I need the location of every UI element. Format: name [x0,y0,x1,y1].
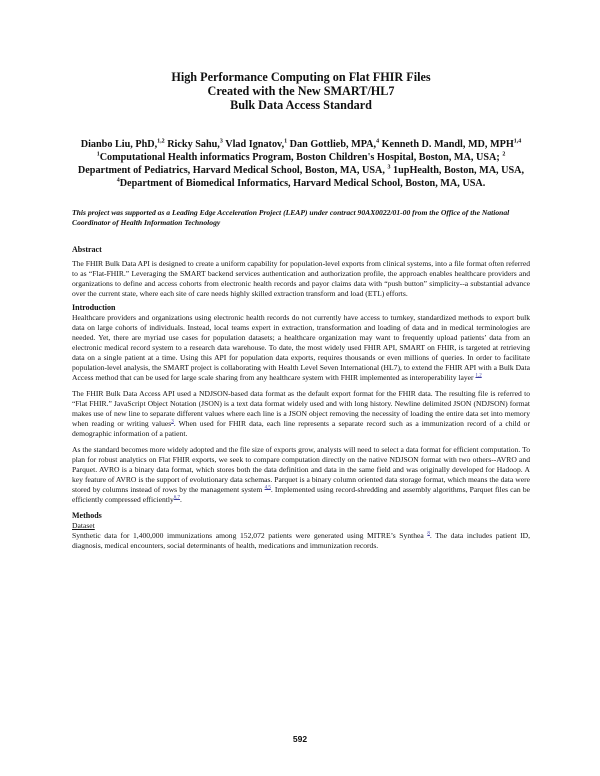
title-line-2: Created with the New SMART/HL7 [207,84,395,98]
citation-link[interactable]: 3 [171,419,174,425]
affiliations [72,151,530,190]
abstract-heading: Abstract [72,245,102,254]
methods-heading: Methods [72,511,102,520]
citation-link[interactable]: 1,2 [475,373,482,379]
affil-sup: 4 [116,177,120,184]
author-name: Ricky Sahu, [167,139,220,150]
introduction-heading: Introduction [72,303,116,312]
intro-paragraph-3: As the standard becomes more widely adopted and the file size of exports grow, analysts will need to select a data format for efficient computation. To plan for robust analytics on Flat FHIR exports, we seek to compare computation directly on the native NDJSON format with two others--AVRO and Parquet. AVRO is a binary data format, which stores both the data definition and data in the same field and was originally developed for Hadoop. A key feature of AVRO is the support of evolutionary data schemas. Parquet is a binary column oriented data storage format, which means the data were stored by columns instead of rows by the management system $^{4,5}$. Implemented using record-shredding and assembly algorithms, Parquet files can be efficiently compressed efficiently$^{6,7}$. [72,445,530,504]
intro-paragraph-2: The FHIR Bulk Data Access API used a NDJSON-based data format as the default export format for the FHIR data. The resulting file is referred to “Flat FHIR.” JavaScript Object Notation (JSON) is a text data format widely used and with long history. Newline delimited JSON (NDJSON) format makes use of new line to separate different values where each line is a JSON object removing the necessity of loading the entire data set into memory when reading or writing values$^3$. When used for FHIR data, each line represents a separate record such as a immunization record of a child or demographic information of a patient. [72,389,530,438]
author-name: Dianbo Liu, PhD, [80,139,158,150]
affil-text: 1upHealth, Boston, MA, USA, [390,165,525,176]
abstract-text: The FHIR Bulk Data API is designed to create a uniform capability for population-level exports from clinical systems, into a file format often referred to as “Flat-FHIR.” Leveraging the SMART backend services authentication and authorization profile, the approach enables healthcare providers and organizations to define and access cohorts from electronic health records and payor claims data with “push button” simplicity--a substantial advance over the current state, where each site of care needs highly skilled extraction transform and load (ETL) efforts. [72,259,530,298]
affil-sup: 1 [96,151,100,158]
affil-sup: 3 [387,164,391,171]
author-affil-sup: 1,4 [513,138,522,145]
citation-link[interactable]: 6,7 [173,495,181,501]
title-line-3: Bulk Data Access Standard [230,98,372,112]
author-affil-sup: 1,2 [157,138,165,145]
author-affil-sup: 4 [376,138,380,145]
page-number: 592 [292,734,308,744]
paper-title [72,70,530,112]
dataset-subheading: Dataset [72,521,95,530]
author-list [72,138,530,151]
paper-page [72,70,530,551]
author-name: Kenneth D. Mandl, MD, MPH [381,139,514,150]
author-affil-sup: 3 [219,138,223,145]
affil-sup: 2 [502,151,506,158]
methods-paragraph: Synthetic data for 1,400,000 immunizations among 152,072 patients were generated using MITRE’s Synthea $^8$. The data includes patient ID, diagnosis, medical encounters, social determinants of health, medications and immunization records. [72,531,530,550]
affil-text: Computational Health informatics Program, Boston Children's Hospital, Boston, MA, USA; [99,152,503,163]
citation-link[interactable]: 8 [427,531,430,537]
citation-link[interactable]: 4,5 [264,485,271,491]
author-name: Dan Gottlieb, MPA, [289,139,377,150]
funding-note: This project was supported as a Leading Edge Acceleration Project (LEAP) under contract 90AX0022/01-00 from the Office of the National Coordinator of Health Information Technology [72,208,510,227]
affil-text: Department of Biomedical Informatics, Harvard Medical School, Boston, MA, USA. [119,178,486,189]
author-affil-sup: 1 [284,138,288,145]
intro-paragraph-1: Healthcare providers and organizations using electronic health records do not currently have access to turnkey, standardized methods to export bulk data on large cohorts of individuals. Instead, local teams expert in extraction, transformation and loading of data and in medical terminologies are needed. Yet, there are myriad use cases for population datasets; a healthcare organization may want to frequently upload patients’ data from an electronic medical record system to a research data warehouse. To date, the most widely used FHIR API, SMART on FHIR, is targeted at retrieving data on a single patient at a time. Using this API for population data exports, requires thousands or even millions of queries. In order to facilitate population-level analysis, the SMART project is collaborating with Health Level Seven International (HL7), to extend the FHIR API with a Bulk Data Access method that can be used for large scale sharing from any healthcare system with FHIR implemented as interoperability layer $^{1,2}$ [72,313,530,382]
author-name: Vlad Ignatov, [225,139,285,150]
title-line-1: High Performance Computing on Flat FHIR Files [171,70,431,84]
affil-text: Department of Pediatrics, Harvard Medical School, Boston, MA, USA, [77,165,388,176]
